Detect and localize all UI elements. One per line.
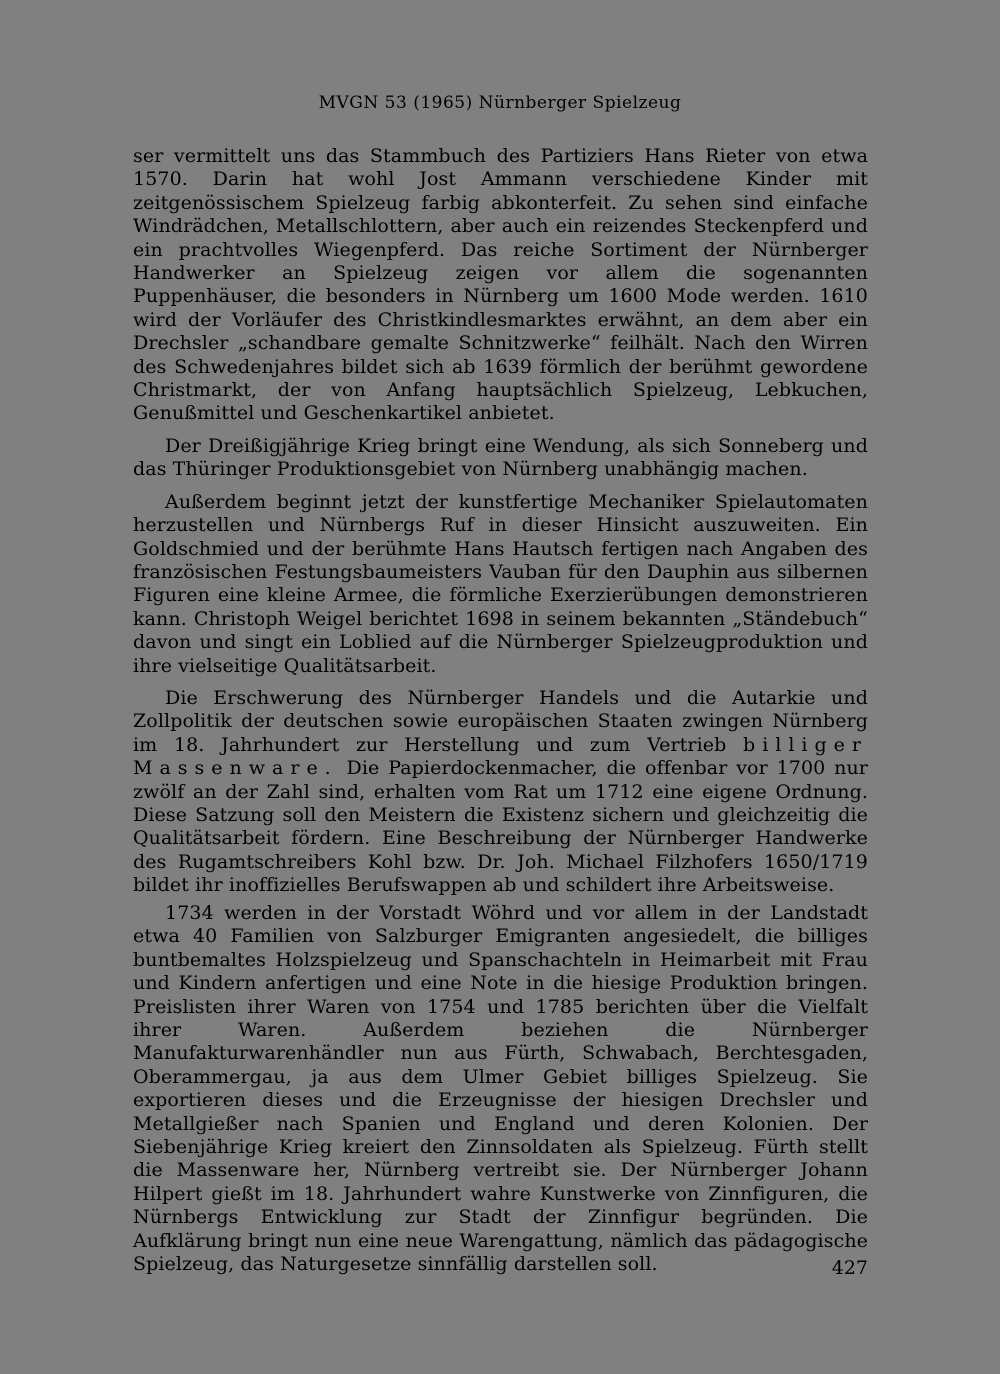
paragraph-4-emphasis: billiger Massenware. bbox=[133, 733, 868, 780]
page-number: 427 bbox=[831, 1257, 868, 1279]
second-text-block bbox=[133, 902, 868, 1286]
paragraph-3: Außerdem beginnt jetzt der kunstfertige Mechaniker Spielautomaten herzustellen und Nürnbergs Ruf in dieser Hinsicht auszuweiten. Ein Goldschmied und der berühmte Hans Hautsch fertigen nach Angaben des französischen Festungsbaumeisters Vauban für den Dauphin aus silbernen Figuren eine kleine Armee, die förmliche Exerzierübungen demonstrieren kann. Christoph Weigel berichtet 1698 in seinem bekannten „Ständebuch“ davon und singt ein Loblied auf die Nürnberger Spielzeugproduktion und ihre vielseitige Qualitätsarbeit. bbox=[133, 490, 868, 677]
paragraph-4-part-2: Die Papierdockenmacher, die offenbar vor 1700 nur zwölf an der Zahl sind, erhalten vom Rat um 1712 eine eigene Ordnung. Diese Satzung soll den Meistern die Existenz sichern und gleichzeitig die Qualitätsarbeit fördern. Eine Beschreibung der Nürnberger Handwerke des Rugamtschreibers Kohl bzw. Dr. Joh. Michael Filzhofers 1650/1719 bildet ihr inoffizielles Berufswappen ab und schildert ihre Arbeitsweise. bbox=[133, 757, 868, 897]
main-text-block bbox=[133, 145, 868, 907]
paragraph-4 bbox=[133, 687, 868, 898]
running-header: MVGN 53 (1965) Nürnberger Spielzeug bbox=[318, 93, 682, 113]
paragraph-5: 1734 werden in der Vorstadt Wöhrd und vor allem in der Landstadt etwa 40 Familien von Salzburger Emigranten angesiedelt, die billiges buntbemaltes Holzspielzeug und Spanschachteln in Heimarbeit mit Frau und Kindern anfertigen und eine Note in die hiesige Produktion bringen. Preislisten ihrer Waren von 1754 und 1785 berichten über die Vielfalt ihrer Waren. Außerdem beziehen die Nürnberger Manufakturwarenhändler nun aus Fürth, Schwabach, Berchtesgaden, Oberammergau, ja aus dem Ulmer Gebiet billiges Spielzeug. Sie exportieren dieses und die Erzeugnisse der hiesigen Drechsler und Metallgießer nach Spanien und England und deren Kolonien. Der Siebenjährige Krieg kreiert den Zinnsoldaten als Spielzeug. Fürth stellt die Massenware her, Nürnberg vertreibt sie. Der Nürnberger Johann Hilpert gießt im 18. Jahrhundert wahre Kunstwerke von Zinnfiguren, die Nürnbergs Entwicklung zur Stadt der Zinnfigur begründen. Die Aufklärung bringt nun eine neue Warengattung, nämlich das pädagogische Spielzeug, das Naturgesetze sinnfällig darstellen soll. bbox=[133, 902, 868, 1276]
paragraph-2: Der Dreißigjährige Krieg bringt eine Wendung, als sich Sonneberg und das Thüringer Produktionsgebiet von Nürnberg unabhängig machen. bbox=[133, 434, 868, 481]
paragraph-4-part-1: Die Erschwerung des Nürnberger Handels und die Autarkie und Zollpolitik der deutschen sowie europäischen Staaten zwingen Nürnberg im 18. Jahrhundert zur Herstellung und zum Vertrieb bbox=[133, 686, 868, 756]
paragraph-1: ser vermittelt uns das Stammbuch des Partiziers Hans Rieter von etwa 1570. Darin hat wohl Jost Ammann verschiedene Kinder mit zeitgenössischem Spielzeug farbig abkonterfeit. Zu sehen sind einfache Windrädchen, Metallschlottern, aber auch ein reizendes Steckenpferd und ein prachtvolles Wiegenpferd. Das reiche Sortiment der Nürnberger Handwerker an Spielzeug zeigen vor allem die sogenannten Puppenhäuser, die besonders in Nürnberg um 1600 Mode werden. 1610 wird der Vorläufer des Christkindlesmarktes erwähnt, an dem aber ein Drechsler „schandbare gemalte Schnitzwerke“ feilhält. Nach den Wirren des Schwedenjahres bildet sich ab 1639 förmlich der berühmt gewordene Christmarkt, der von Anfang hauptsächlich Spielzeug, Lebkuchen, Genußmittel und Geschenkartikel anbietet. bbox=[133, 145, 868, 425]
